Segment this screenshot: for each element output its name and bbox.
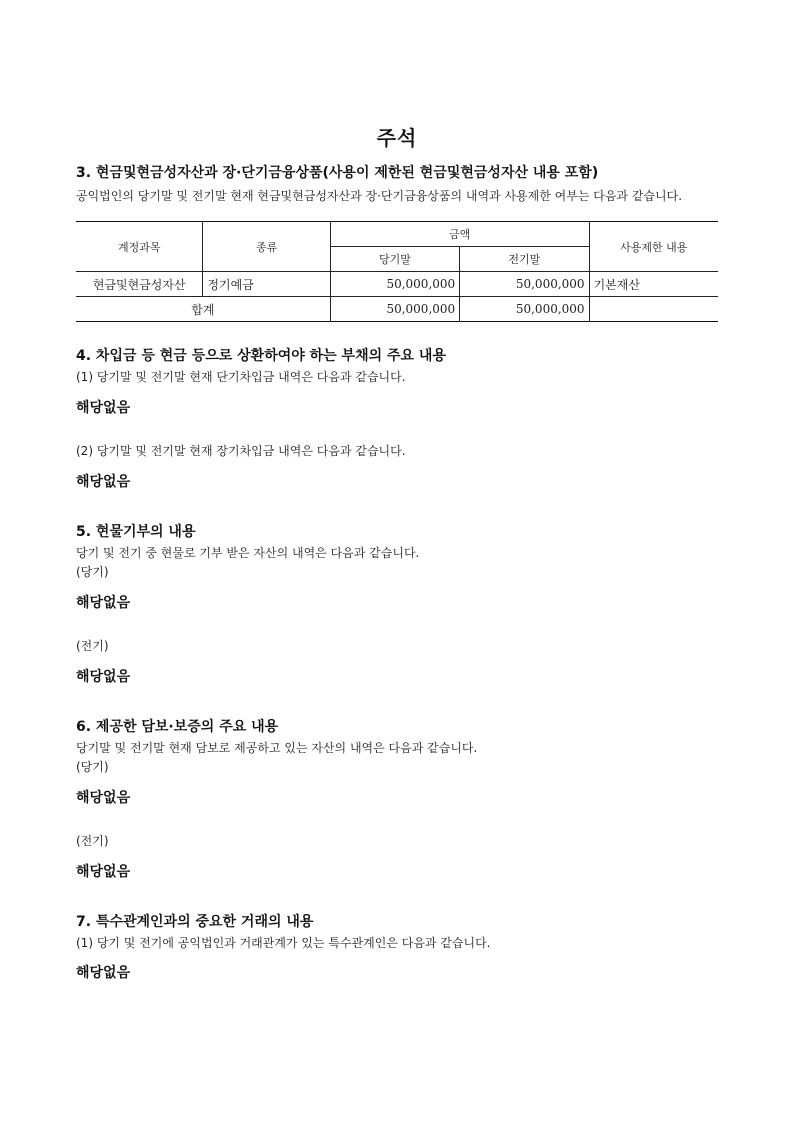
header-restriction: 사용제한 내용 <box>589 222 718 272</box>
section-6-prior-label: (전기) <box>76 834 109 848</box>
section-5-current-label: (당기) <box>76 565 109 579</box>
header-current-period: 당기말 <box>330 247 459 272</box>
section-7-none-1: 해당없음 <box>76 965 131 981</box>
page-title: 주석 <box>376 126 418 150</box>
section-6-heading: 6. 제공한 담보·보증의 주요 내용 <box>76 719 279 735</box>
section-5-heading: 5. 현물기부의 내용 <box>76 524 196 540</box>
section-5-description: 당기 및 전기 중 현물로 기부 받은 자산의 내역은 다음과 같습니다. <box>76 546 420 560</box>
section-6-current-label: (당기) <box>76 760 109 774</box>
total-current-amount: 50,000,000 <box>330 297 459 322</box>
section-4-heading: 4. 차입금 등 현금 등으로 상환하여야 하는 부채의 주요 내용 <box>76 348 446 364</box>
header-amount: 금액 <box>330 222 589 247</box>
cash-equivalents-table <box>76 221 718 322</box>
section-4-item-1: (1) 당기말 및 전기말 현재 단기차입금 내역은 다음과 같습니다. <box>76 370 406 384</box>
total-prior-amount: 50,000,000 <box>460 297 589 322</box>
section-6-none-2: 해당없음 <box>76 864 131 880</box>
cell-current-amount: 50,000,000 <box>330 272 459 297</box>
section-4-none-1: 해당없음 <box>76 400 131 416</box>
cell-account: 현금및현금성자산 <box>76 272 203 297</box>
section-7-heading: 7. 특수관계인과의 중요한 거래의 내용 <box>76 914 314 930</box>
table-total-row <box>76 297 718 322</box>
section-5-prior-label: (전기) <box>76 639 109 653</box>
section-3-description: 공익법인의 당기말 및 전기말 현재 현금및현금성자산과 장·단기금융상품의 내역과 사용제한 여부는 다음과 같습니다. <box>76 189 683 203</box>
section-6-description: 당기말 및 전기말 현재 담보로 제공하고 있는 자산의 내역은 다음과 같습니다. <box>76 741 478 755</box>
cell-prior-amount: 50,000,000 <box>460 272 589 297</box>
section-3-heading: 3. 현금및현금성자산과 장·단기금융상품(사용이 제한된 현금및현금성자산 내용 포함) <box>76 165 599 181</box>
header-prior-period: 전기말 <box>460 247 589 272</box>
header-type: 종류 <box>203 222 330 272</box>
total-label: 합계 <box>76 297 330 322</box>
header-account: 계정과목 <box>76 222 203 272</box>
total-restriction <box>589 297 718 322</box>
section-7-item-1: (1) 당기 및 전기에 공익법인과 거래관계가 있는 특수관계인은 다음과 같습니다. <box>76 936 491 950</box>
section-6-none-1: 해당없음 <box>76 790 131 806</box>
cell-restriction: 기본재산 <box>589 272 718 297</box>
section-5-none-1: 해당없음 <box>76 595 131 611</box>
section-5-none-2: 해당없음 <box>76 669 131 685</box>
table-header-row <box>76 222 718 247</box>
table-row <box>76 272 718 297</box>
section-4-item-2: (2) 당기말 및 전기말 현재 장기차입금 내역은 다음과 같습니다. <box>76 444 406 458</box>
cell-type: 정기예금 <box>203 272 330 297</box>
section-4-none-2: 해당없음 <box>76 474 131 490</box>
